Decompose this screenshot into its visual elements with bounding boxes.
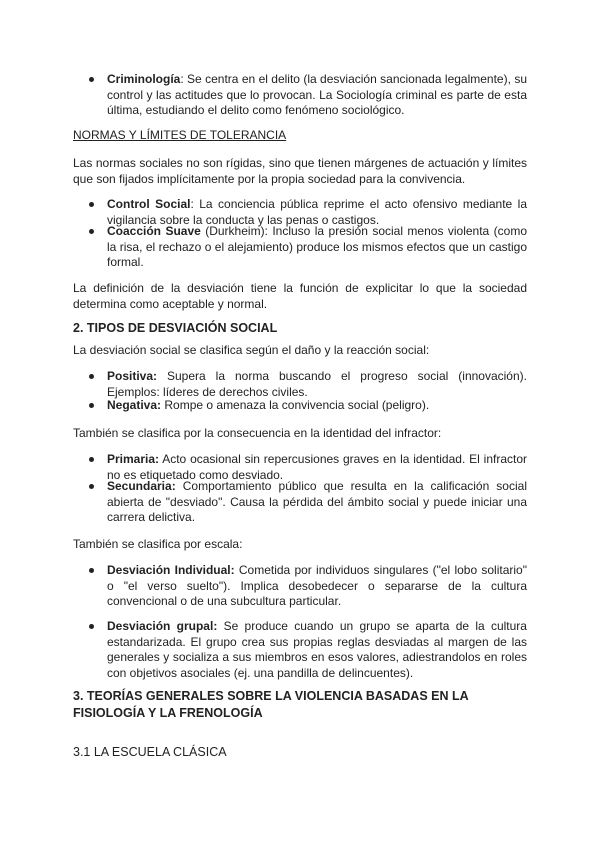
paragraph-tipos-intro2: También se clasifica por la consecuencia en la identidad del infractor:	[73, 426, 442, 440]
description: Rompe o amenaza la convivencia social (peligro).	[161, 398, 430, 412]
term: Coacción Suave	[107, 224, 201, 238]
description: : La conciencia pública reprime el acto ofensivo mediante la vigilancia sobre la conducta y las penas o castigos.	[107, 197, 528, 227]
bullet-icon	[89, 77, 94, 82]
list-item-secundaria	[107, 479, 527, 526]
term: Control Social	[107, 197, 191, 211]
description: Cometida por individuos singulares ("el lobo solitario" o "el verso suelto"). Implica desobedecer o separarse de la cultura convencional o de una subcultura particular.	[107, 563, 527, 609]
section-heading-normas: NORMAS Y LÍMITES DE TOLERANCIA	[73, 128, 287, 142]
bullet-icon	[89, 229, 94, 234]
subsection-heading-escuela-clasica: 3.1 LA ESCUELA CLÁSICA	[73, 745, 227, 759]
term: Primaria:	[107, 452, 160, 466]
list-item-coaccion-suave	[107, 224, 527, 271]
paragraph-tipos-intro3: También se clasifica por escala:	[73, 537, 243, 551]
list-item-negativa	[107, 398, 527, 414]
section-heading-teorias: 3. TEORÍAS GENERALES SOBRE LA VIOLENCIA BASADAS EN LA FISIOLOGÍA Y LA FRENOLOGÍA	[73, 689, 469, 720]
bullet-icon	[89, 374, 94, 379]
list-item-criminologia	[107, 72, 527, 119]
paragraph-tipos-intro1: La desviación social se clasifica según el daño y la reacción social:	[73, 343, 430, 357]
list-item-desviacion-individual	[107, 563, 527, 610]
list-item-positiva	[107, 369, 527, 400]
section-heading-tipos: 2. TIPOS DE DESVIACIÓN SOCIAL	[73, 321, 278, 335]
description: Comportamiento público que resulta en la calificación social abierta de "desviado". Causa la pérdida del ámbito social y puede iniciar una carrera delictiva.	[107, 479, 527, 525]
term: Positiva:	[107, 369, 158, 383]
bullet-icon	[89, 202, 94, 207]
bullet-icon	[89, 568, 94, 573]
bullet-icon	[89, 457, 94, 462]
description: Supera la norma buscando el progreso social (innovación). Ejemplos: líderes de derechos civiles.	[107, 369, 527, 399]
description: (Durkheim): Incluso la presión social menos violenta (como la risa, el rechazo o el alejamiento) produce los mismos efectos que un castigo formal.	[107, 224, 527, 270]
term: Criminología	[107, 72, 181, 86]
description: Acto ocasional sin repercusiones graves en la identidad. El infractor no es etiquetado como desviado.	[107, 452, 527, 482]
list-item-desviacion-grupal	[107, 619, 527, 681]
bullet-icon	[89, 484, 94, 489]
paragraph-normas-intro: Las normas sociales no son rígidas, sino que tienen márgenes de actuación y límites que son fijados implícitamente por la propia sociedad para la convivencia.	[73, 156, 527, 186]
description: Se produce cuando un grupo se aparta de la cultura estandarizada. El grupo crea sus propias reglas desviadas al margen de las generales y socializa a sus miembros en esos valores, adiestrandolos en roles con objetivos asociales (ej. una pandilla de delincuentes).	[107, 619, 527, 680]
term: Desviación grupal:	[107, 619, 218, 633]
term: Desviación Individual:	[107, 563, 235, 577]
paragraph-normas-closing: La definición de la desviación tiene la función de explicitar lo que la sociedad determina como aceptable y normal.	[73, 281, 527, 311]
term: Secundaria:	[107, 479, 176, 493]
bullet-icon	[89, 624, 94, 629]
description: : Se centra en el delito (la desviación sancionada legalmente), su control y las actitudes que lo provocan. La Sociología criminal es parte de esta última, estudiando el delito como fenómeno sociológico.	[107, 72, 527, 118]
term: Negativa:	[107, 398, 162, 412]
bullet-icon	[89, 403, 94, 408]
